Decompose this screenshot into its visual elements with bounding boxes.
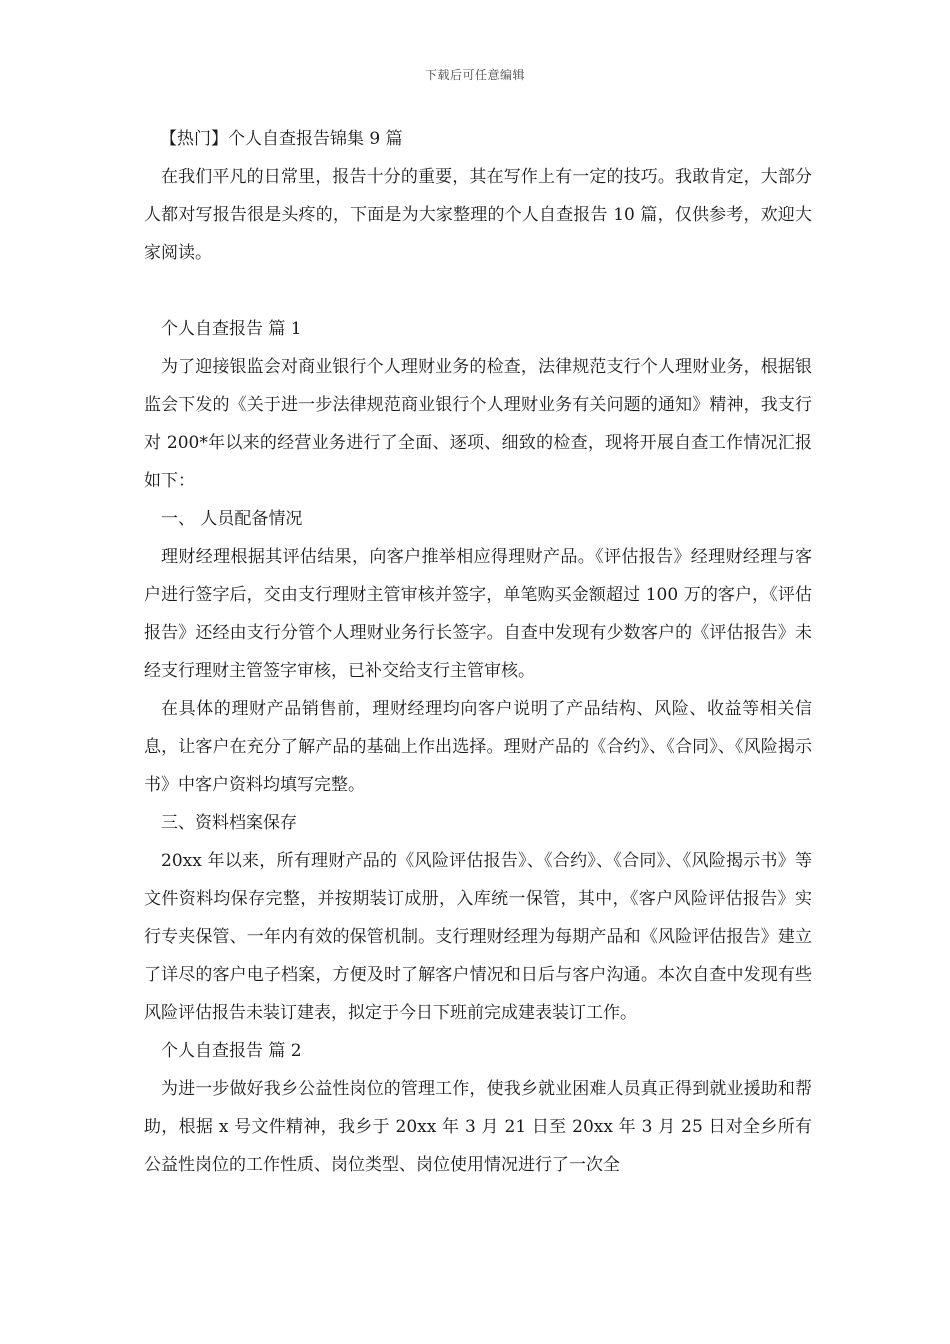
section-1-paragraph-1: 为了迎接银监会对商业银行个人理财业务的检查，法律规范支行个人理财业务，根据银监会下发的《关于进一步法律规范商业银行个人理财业务有关问题的通知》精神，我支行对 200*年以来的经营业务进行了全面、逐项、细致的检查，现将开展自查工作情况汇报如下： [144,357,812,491]
document-title: 【热门】个人自查报告锦集 9 篇 [160,129,403,149]
document-body [144,120,812,1184]
intro-paragraph: 在我们平凡的日常里，报告十分的重要，其在写作上有一定的技巧。我敢肯定，大部分人都对写报告很是头疼的，下面是为大家整理的个人自查报告 10 篇，仅供参考，欢迎大家阅读。 [144,167,812,263]
blank-line [144,272,812,310]
section-1-subheading-staff: 一、 人员配备情况 [161,509,303,529]
section-1-paragraph-3: 在具体的理财产品销售前，理财经理均向客户说明了产品结构、风险、收益等相关信息，让客户在充分了解产品的基础上作出选择。理财产品的《合约》、《合同》、《风险揭示书》中客户资料均填写完整。 [144,699,812,795]
section-2-heading: 个人自查报告 篇 2 [161,1041,302,1061]
section-1-paragraph-2: 理财经理根据其评估结果，向客户推举相应得理财产品。《评估报告》经理财经理与客户进行签字后，交由支行理财主管审核并签字，单笔购买金额超过 100 万的客户，《评估报告》还经由支行分管个人理财业务行长签字。自查中发现有少数客户的《评估报告》未经支行理财主管签字审核，已补交给支行主管审核。 [144,547,812,681]
page-header-note: 下载后可任意编辑 [424,68,525,82]
section-1-heading: 个人自查报告 篇 1 [161,319,302,339]
section-1-paragraph-4: 20xx 年以来，所有理财产品的《风险评估报告》、《合约》、《合同》、《风险揭示书》等文件资料均保存完整，并按期装订成册，入库统一保管，其中，《客户风险评估报告》实行专夹保管、一年内有效的保管机制。支行理财经理为每期产品和《风险评估报告》建立了详尽的客户电子档案，方便及时了解客户情况和日后与客户沟通。本次自查中发现有些风险评估报告未装订建表，拟定于今日下班前完成建表装订工作。 [144,851,812,1023]
section-1-subheading-archive: 三、资料档案保存 [161,813,297,833]
section-2-paragraph-1: 为进一步做好我乡公益性岗位的管理工作，使我乡就业困难人员真正得到就业援助和帮助，根据 x 号文件精神，我乡于 20xx 年 3 月 21 日至 20xx 年 3 月 25 日对全乡所有公益性岗位的工作性质、岗位类型、岗位使用情况进行了一次全 [144,1079,812,1175]
